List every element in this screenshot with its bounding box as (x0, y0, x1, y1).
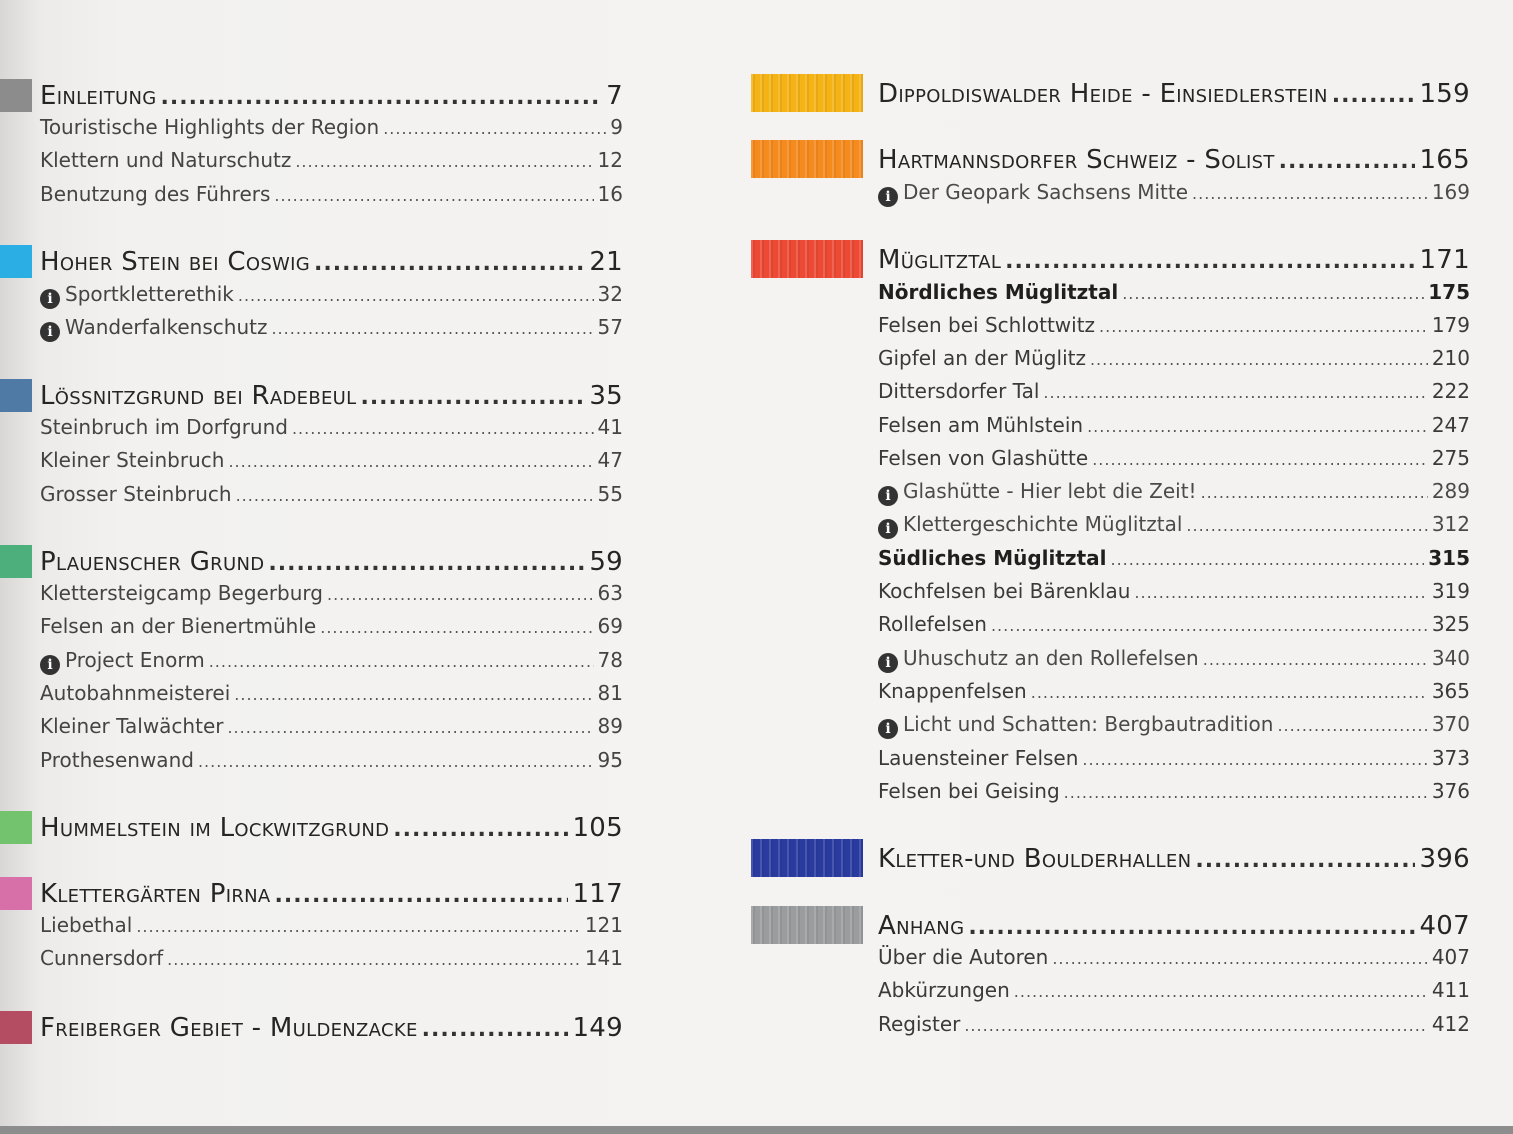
entry-page-number: 78 (597, 648, 623, 672)
dot-leader (1332, 79, 1416, 113)
entry-page-number: 141 (584, 946, 623, 970)
entry-title: Cunnersdorf (40, 946, 164, 970)
dot-leader (292, 414, 594, 444)
dot-leader (1203, 645, 1428, 675)
dot-leader (1082, 745, 1427, 775)
section-title: Einleitung (40, 81, 157, 111)
entry-title: Südliches Müglitztal (878, 546, 1107, 570)
entry-page-number: 325 (1431, 612, 1470, 636)
dot-leader (1064, 778, 1428, 808)
section-page-number: 171 (1419, 245, 1470, 275)
entry-page-number: 89 (597, 714, 623, 738)
entry-page-number: 319 (1431, 579, 1470, 603)
info-icon: i (40, 289, 60, 309)
entry-page-number: 222 (1431, 379, 1470, 403)
entry-title: Felsen an der Bienertmühle (40, 614, 317, 638)
toc-entry-info[interactable] (40, 645, 623, 675)
color-chip-hummelstein (0, 811, 32, 844)
entry-title: Touristische Highlights der Region (40, 115, 380, 139)
entry-title: Knappenfelsen (878, 679, 1027, 703)
dot-leader (360, 381, 585, 415)
dot-leader (238, 281, 594, 311)
toc-entry[interactable] (878, 743, 1470, 773)
toc-entry[interactable] (40, 145, 623, 175)
section-page-number: 396 (1419, 844, 1470, 874)
dot-leader (167, 945, 581, 975)
entry-page-number: 275 (1431, 446, 1470, 470)
entry-title: Kleiner Talwächter (40, 714, 224, 738)
entry-page-number: 95 (597, 748, 623, 772)
section-heading[interactable] (40, 545, 623, 579)
entry-title: Uhuschutz an den Rollefelsen (903, 646, 1199, 670)
toc-entry[interactable] (878, 676, 1470, 706)
toc-entry[interactable] (878, 776, 1470, 806)
color-chip-klettergaerten-pirna (0, 877, 32, 910)
entry-title: Klettergeschichte Müglitztal (903, 512, 1183, 536)
info-icon: i (878, 486, 898, 506)
entry-title: Register (878, 1012, 961, 1036)
dot-leader (1087, 412, 1428, 442)
toc-entry[interactable] (40, 678, 623, 708)
entry-page-number: 16 (597, 182, 623, 206)
section-title: Lössnitzgrund bei Radebeul (40, 381, 357, 411)
toc-entry[interactable] (878, 343, 1470, 373)
toc-entry[interactable] (878, 310, 1470, 340)
section-title: Freiberger Gebiet - Muldenzacke (40, 1013, 418, 1043)
entry-title: Klettersteigcamp Begerburg (40, 581, 323, 605)
info-icon: i (878, 519, 898, 539)
section-page-number: 35 (589, 381, 623, 411)
toc-entry[interactable] (878, 576, 1470, 606)
dot-leader (274, 181, 593, 211)
toc-entry[interactable] (40, 445, 623, 475)
entry-page-number: 315 (1428, 546, 1470, 570)
section-page-number: 149 (572, 1013, 623, 1043)
toc-entry-info[interactable] (878, 643, 1470, 673)
section-heading[interactable] (40, 1011, 623, 1045)
color-chip-freiberger-gebiet (0, 1011, 32, 1044)
color-chip-anhang (751, 906, 863, 944)
entry-page-number: 63 (597, 581, 623, 605)
entry-page-number: 373 (1431, 746, 1470, 770)
dot-leader (1186, 511, 1427, 541)
entry-title: Nördliches Müglitztal (878, 280, 1119, 304)
dot-leader (1092, 445, 1428, 475)
toc-entry-info[interactable] (878, 709, 1470, 739)
entry-title: Felsen bei Schlottwitz (878, 313, 1096, 337)
section-page-number: 159 (1419, 79, 1470, 109)
dot-leader (964, 1011, 1427, 1041)
section-heading[interactable] (878, 243, 1470, 277)
section-page-number: 7 (606, 81, 623, 111)
dot-leader (295, 147, 593, 177)
toc-entry[interactable] (878, 410, 1470, 440)
dot-leader (1005, 245, 1415, 279)
toc-entry[interactable] (40, 179, 623, 209)
dot-leader (236, 481, 594, 511)
entry-title: Felsen von Glashütte (878, 446, 1089, 470)
dot-leader (1099, 312, 1428, 342)
dot-leader (314, 247, 585, 281)
section-heading[interactable] (878, 77, 1470, 111)
dot-leader (227, 713, 593, 743)
entry-title: Sportkletterethik (65, 282, 234, 306)
toc-entry[interactable] (40, 479, 623, 509)
entry-title: Benutzung des Führers (40, 182, 271, 206)
color-chip-plauenscher-grund (0, 545, 32, 578)
toc-entry[interactable] (878, 443, 1470, 473)
section-heading[interactable] (40, 811, 623, 845)
dot-leader (198, 747, 594, 777)
dot-leader (991, 611, 1428, 641)
entry-title: Gipfel an der Müglitz (878, 346, 1086, 370)
section-title: Hummelstein im Lockwitzgrund (40, 813, 390, 843)
dot-leader (1090, 345, 1428, 375)
dot-leader (1014, 977, 1428, 1007)
dot-leader (968, 911, 1415, 945)
toc-entry[interactable] (40, 711, 623, 741)
entry-title: Felsen bei Geising (878, 779, 1060, 803)
toc-entry[interactable] (40, 910, 623, 940)
entry-page-number: 41 (597, 415, 623, 439)
entry-page-number: 370 (1431, 712, 1470, 736)
entry-page-number: 289 (1431, 479, 1470, 503)
entry-page-number: 376 (1431, 779, 1470, 803)
info-icon: i (878, 187, 898, 207)
entry-title: Steinbruch im Dorfgrund (40, 415, 288, 439)
toc-entry-info[interactable] (878, 509, 1470, 539)
entry-title: Prothesenwand (40, 748, 194, 772)
entry-title: Lauensteiner Felsen (878, 746, 1079, 770)
section-title: Hartmannsdorfer Schweiz - Solist (878, 145, 1275, 175)
dot-leader (327, 580, 594, 610)
section-title: Dippoldiswalder Heide - Einsiedlerstein (878, 79, 1328, 109)
entry-page-number: 69 (597, 614, 623, 638)
entry-title: Rollefelsen (878, 612, 987, 636)
entry-page-number: 412 (1431, 1012, 1470, 1036)
entry-page-number: 81 (597, 681, 623, 705)
section-page-number: 117 (572, 879, 623, 909)
dot-leader (268, 547, 585, 581)
toc-entry[interactable] (40, 112, 623, 142)
entry-page-number: 179 (1431, 313, 1470, 337)
section-page-number: 21 (589, 247, 623, 277)
dot-leader (1122, 279, 1424, 309)
entry-page-number: 411 (1431, 978, 1470, 1002)
section-heading[interactable] (40, 877, 623, 911)
entry-title: Felsen am Mühlstein (878, 413, 1084, 437)
toc-entry-info[interactable] (878, 177, 1470, 207)
entry-page-number: 340 (1431, 646, 1470, 670)
dot-leader (393, 813, 568, 847)
entry-page-number: 407 (1431, 945, 1470, 969)
entry-page-number: 247 (1431, 413, 1470, 437)
dot-leader (422, 1013, 569, 1047)
entry-page-number: 175 (1428, 280, 1470, 304)
toc-entry[interactable] (878, 942, 1470, 972)
entry-page-number: 365 (1431, 679, 1470, 703)
entry-title: Dittersdorfer Tal (878, 379, 1040, 403)
dot-leader (1052, 944, 1427, 974)
toc-subheading[interactable] (878, 543, 1470, 573)
dot-leader (275, 879, 569, 913)
info-icon: i (40, 322, 60, 342)
toc-entry[interactable] (878, 975, 1470, 1005)
section-heading[interactable] (40, 379, 623, 413)
toc-subheading[interactable] (878, 277, 1470, 307)
toc-entry[interactable] (40, 412, 623, 442)
toc-entry[interactable] (40, 745, 623, 775)
entry-page-number: 312 (1431, 512, 1470, 536)
section-heading[interactable] (878, 842, 1470, 876)
section-title: Anhang (878, 911, 965, 941)
entry-title: Kleiner Steinbruch (40, 448, 225, 472)
section-title: Müglitztal (878, 245, 1002, 275)
color-chip-dippoldiswalder-heide (751, 74, 863, 112)
dot-leader (234, 680, 593, 710)
section-page-number: 59 (589, 547, 623, 577)
entry-title: Glashütte - Hier lebt die Zeit! (903, 479, 1197, 503)
section-page-number: 407 (1419, 911, 1470, 941)
color-chip-loessnitzgrund (0, 379, 32, 412)
dot-leader (161, 81, 603, 115)
dot-leader (320, 613, 593, 643)
dot-leader (1277, 711, 1427, 741)
color-chip-mueglitztal (751, 240, 863, 278)
entry-title: Wanderfalkenschutz (65, 315, 268, 339)
entry-title: Autobahnmeisterei (40, 681, 231, 705)
section-heading[interactable] (878, 143, 1470, 177)
page-bottom-edge (0, 1126, 1513, 1134)
toc-entry[interactable] (878, 609, 1470, 639)
section-heading[interactable] (40, 245, 623, 279)
section-title: Hoher Stein bei Coswig (40, 247, 311, 277)
toc-entry[interactable] (40, 943, 623, 973)
section-heading[interactable] (40, 79, 623, 113)
entry-title: Project Enorm (65, 648, 205, 672)
entry-title: Abkürzungen (878, 978, 1010, 1002)
dot-leader (1195, 844, 1415, 878)
entry-title: Licht und Schatten: Bergbautradition (903, 712, 1274, 736)
toc-entry-info[interactable] (40, 312, 623, 342)
dot-leader (1043, 378, 1427, 408)
entry-page-number: 32 (597, 282, 623, 306)
dot-leader (1279, 145, 1416, 179)
section-heading[interactable] (878, 909, 1470, 943)
section-title: Kletter-und Boulderhallen (878, 844, 1192, 874)
toc-entry-info[interactable] (878, 476, 1470, 506)
toc-entry[interactable] (40, 611, 623, 641)
dot-leader (228, 447, 593, 477)
dot-leader (1201, 478, 1428, 508)
dot-leader (271, 314, 593, 344)
toc-entry[interactable] (878, 376, 1470, 406)
color-chip-kletterhallen (751, 839, 863, 877)
dot-leader (209, 647, 594, 677)
entry-page-number: 12 (597, 148, 623, 172)
entry-title: Der Geopark Sachsens Mitte (903, 180, 1189, 204)
entry-page-number: 55 (597, 482, 623, 506)
entry-page-number: 121 (584, 913, 623, 937)
color-chip-hartmannsdorfer-schweiz (751, 140, 863, 178)
entry-page-number: 169 (1431, 180, 1470, 204)
info-icon: i (40, 655, 60, 675)
entry-page-number: 210 (1431, 346, 1470, 370)
color-chip-einleitung (0, 79, 32, 112)
entry-title: Liebethal (40, 913, 133, 937)
dot-leader (136, 912, 580, 942)
entry-title: Grosser Steinbruch (40, 482, 232, 506)
section-title: Plauenscher Grund (40, 547, 265, 577)
entry-page-number: 47 (597, 448, 623, 472)
dot-leader (1110, 545, 1424, 575)
color-chip-hoher-stein (0, 245, 32, 278)
entry-title: Kochfelsen bei Bärenklau (878, 579, 1131, 603)
entry-page-number: 57 (597, 315, 623, 339)
dot-leader (1031, 678, 1428, 708)
toc-entry[interactable] (40, 578, 623, 608)
info-icon: i (878, 719, 898, 739)
dot-leader (383, 114, 606, 144)
info-icon: i (878, 653, 898, 673)
entry-title: Über die Autoren (878, 945, 1049, 969)
entry-page-number: 9 (610, 115, 623, 139)
toc-entry-info[interactable] (40, 279, 623, 309)
section-page-number: 105 (572, 813, 623, 843)
dot-leader (1192, 179, 1428, 209)
entry-title: Klettern und Naturschutz (40, 148, 292, 172)
dot-leader (1134, 578, 1427, 608)
toc-entry[interactable] (878, 1009, 1470, 1039)
section-page-number: 165 (1419, 145, 1470, 175)
section-title: Klettergärten Pirna (40, 879, 271, 909)
